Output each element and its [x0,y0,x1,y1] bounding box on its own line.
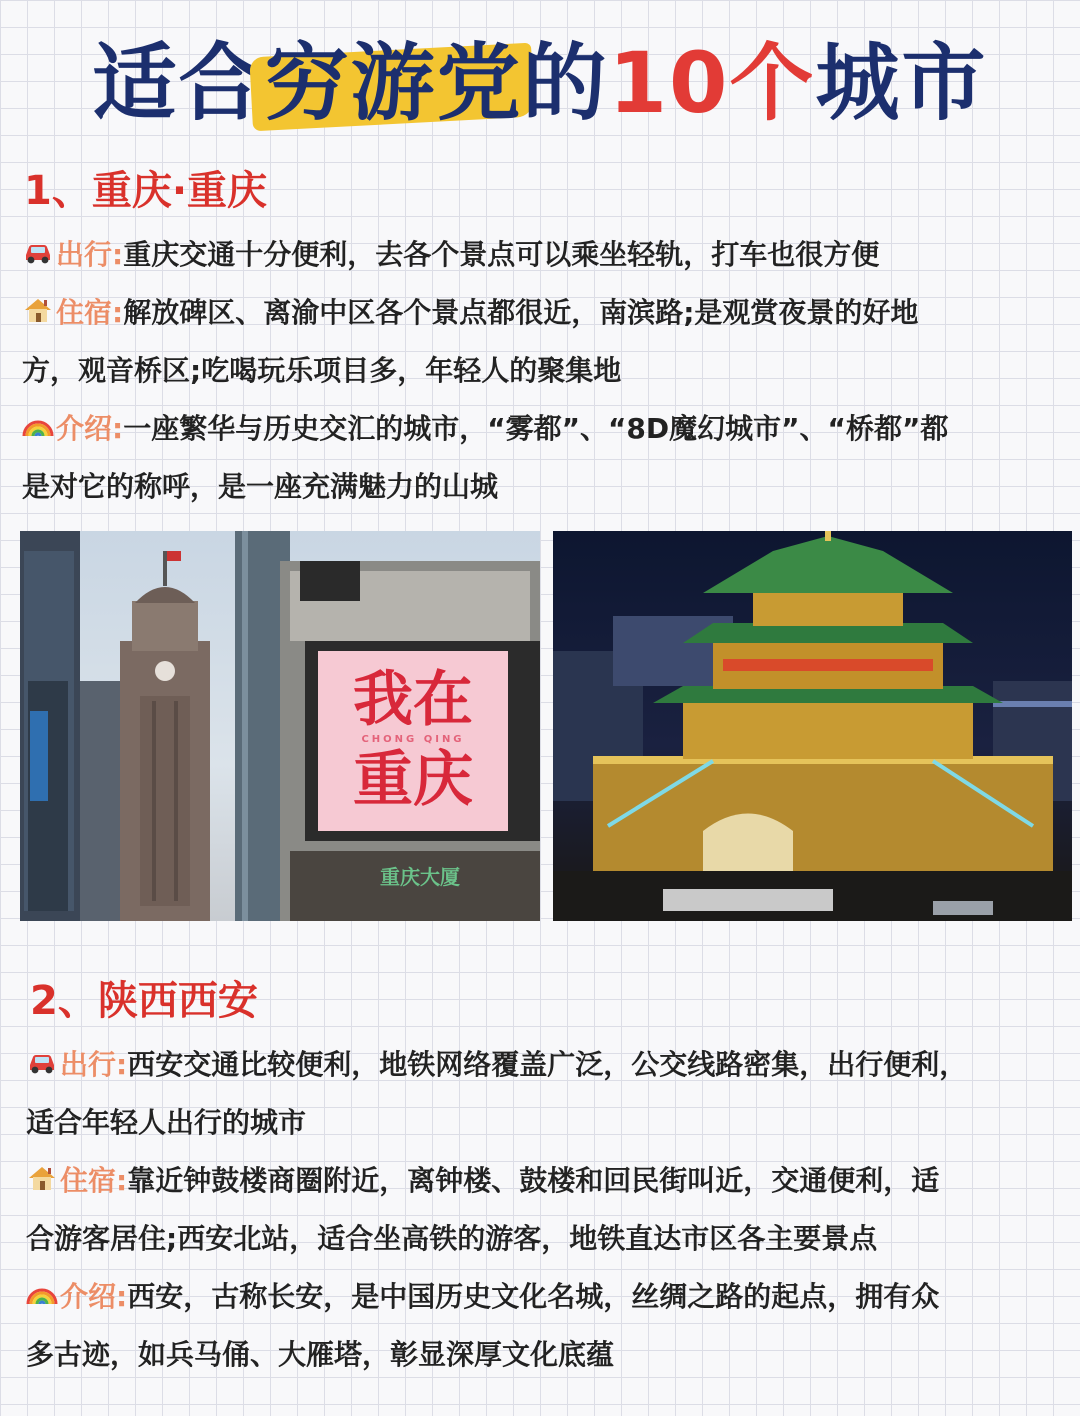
section-1-stay [22,284,1062,400]
section-2-intro-line-1 [26,1268,1066,1326]
section-1-travel [22,226,1062,284]
rainbow-icon [26,1278,58,1310]
section-1-heading [24,166,267,216]
section-1-stay-text-1: 解放碑区、离渝中区各个景点都很近，南滨路;是观赏夜景的好地 [123,296,919,329]
xian-photo [553,531,1072,921]
section-2-stay-label: 住宿: [60,1164,128,1197]
title-part-1: 适合 [92,34,265,132]
chongqing-photo [20,531,540,921]
bell-tower-scene [553,531,1072,921]
section-1-travel-label: 出行: [56,238,124,271]
section-2-intro-label: 介绍: [60,1280,128,1313]
car-icon [22,236,54,268]
section-2-travel-line-2: 适合年轻人出行的城市 [26,1106,307,1139]
title-part-3: 的 [522,34,609,132]
house-icon [22,294,54,326]
section-1-stay-line-1 [22,284,1062,342]
section-1-city: 重庆·重庆 [91,168,268,214]
section-1-number: 1、 [24,168,92,214]
title-highlight: 穷游党 [265,28,523,138]
section-1-intro [22,400,1062,516]
rainbow-icon [22,410,54,442]
store-sign: 重庆大厦 [380,865,460,889]
section-2-intro [26,1268,1066,1384]
section-2-heading [30,976,258,1026]
billboard-small-text: CHONG QING [361,734,465,745]
section-2-travel-text-1: 西安交通比较便利，地铁网络覆盖广泛，公交线路密集，出行便利， [127,1048,968,1081]
section-1-intro-text-1: 一座繁华与历史交汇的城市，“雾都”、“8D魔幻城市”、“桥都”都 [123,412,949,445]
section-2-number: 2、 [30,978,98,1024]
section-1-intro-label: 介绍: [56,412,124,445]
section-1-travel-text-1: 重庆交通十分便利，去各个景点可以乘坐轻轨，打车也很方便 [123,238,880,271]
section-2-city: 陕西西安 [97,978,258,1024]
section-1-stay-line-2: 方，观音桥区;吃喝玩乐项目多，年轻人的聚集地 [22,354,622,387]
page-title [0,28,1080,138]
section-2-intro-text-1: 西安，古称长安，是中国历史文化名城，丝绸之路的起点，拥有众 [127,1280,940,1313]
billboard-line-2: 重庆 [353,745,473,815]
house-icon [26,1162,58,1194]
title-number: 10个 [608,34,816,132]
section-1-stay-label: 住宿: [56,296,124,329]
section-2-stay-line-1 [26,1152,1066,1210]
car-icon [26,1046,58,1078]
billboard-line-1: 我在 [353,665,473,735]
chongqing-billboard [318,651,508,831]
title-part-5: 城市 [815,34,988,132]
section-1-travel-line-1 [22,226,1062,284]
section-2-intro-line-2: 多古迹，如兵马俑、大雁塔，彰显深厚文化底蕴 [26,1338,615,1371]
section-2-stay-line-2: 合游客居住;西安北站，适合坐高铁的游客，地铁直达市区各主要景点 [26,1222,878,1255]
section-2-travel-line-1 [26,1036,1066,1094]
section-1-intro-line-1 [22,400,1062,458]
section-2-stay-text-1: 靠近钟鼓楼商圈附近，离钟楼、鼓楼和回民街叫近，交通便利，适 [127,1164,940,1197]
section-2-stay [26,1152,1066,1268]
section-1-intro-line-2: 是对它的称呼，是一座充满魅力的山城 [22,470,499,503]
section-2-travel-label: 出行: [60,1048,128,1081]
section-2-travel [26,1036,1066,1152]
